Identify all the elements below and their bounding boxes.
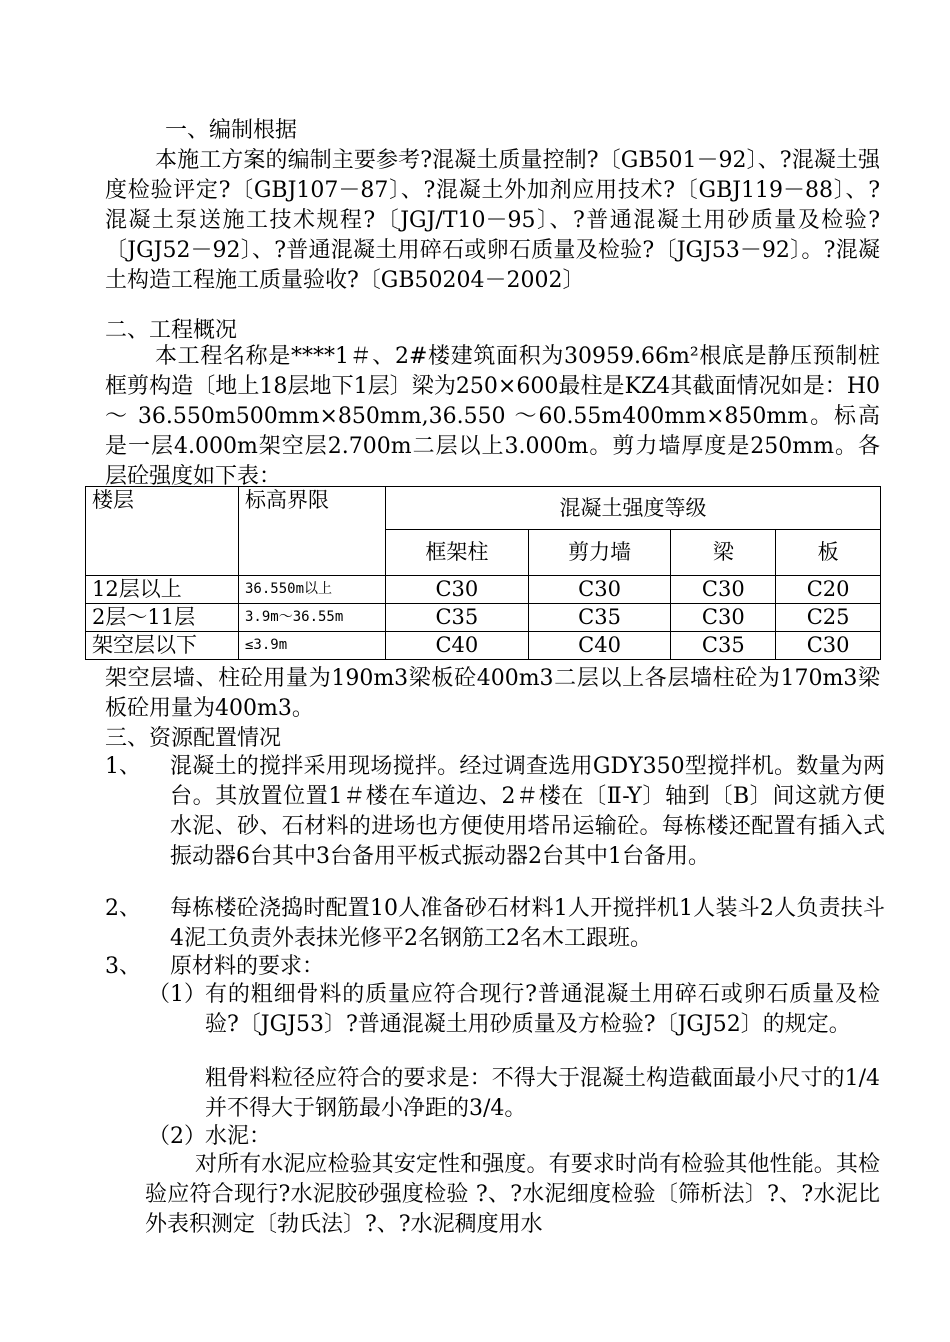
table-header-row (86, 487, 881, 530)
cell-frame-column: C30 (386, 576, 529, 604)
section-1-title: 一、编制根据 (165, 118, 298, 143)
cell-elevation: 36.550m以上 (239, 576, 386, 604)
cell-floor: 架空层以下 (86, 632, 239, 660)
cell-elevation: 3.9m～36.55m (239, 604, 386, 632)
cell-shear-wall: C30 (528, 576, 671, 604)
cell-elevation: ≤3.9m (239, 632, 386, 660)
section-3-title: 三、资源配置情况 (105, 726, 282, 751)
cell-slab: C20 (776, 576, 881, 604)
header-beam: 梁 (671, 530, 776, 576)
sub-item-text-continued: 粗骨料粒径应符合的要求是：不得大于混凝土构造截面最小尺寸的1/4并不得大于钢筋最小净距的3/4。 (205, 1066, 880, 1121)
cell-beam: C30 (671, 604, 776, 632)
header-slab: 板 (776, 530, 881, 576)
header-elevation: 标高界限 (239, 487, 386, 576)
cell-slab: C25 (776, 604, 881, 632)
sub-item-number: （2） (148, 1124, 206, 1149)
concrete-grade-table (85, 486, 881, 660)
section-2-title: 二、工程概况 (105, 318, 238, 343)
cell-shear-wall: C35 (528, 604, 671, 632)
cement-paragraph: 对所有水泥应检验其安定性和强度。有要求时尚有检验其他性能。其检验应符合现行?水泥胶砂强度检验 ?、?水泥细度检验〔筛析法〕?、?水泥比外表积测定〔勃氏法〕?、?水泥稠度用水 (145, 1152, 880, 1237)
section-2-body: 本工程名称是****1＃、2#楼建筑面积为30959.66m²根底是静压预制桩框剪构造〔地上18层地下1层〕梁为250×600最柱是KZ4其截面情况如是：H0 ～ 36.550m500mm×850mm,36.550 ～60.55m400mm×850mm。标高是一层4.000m架空层2.700m二层以上3.000m。剪力墙厚度是250mm。各层砼强度如下表： (105, 344, 880, 489)
cell-frame-column: C40 (386, 632, 529, 660)
cell-slab: C30 (776, 632, 881, 660)
sub-item-number: （1） (148, 982, 206, 1007)
item-number: 2、 (105, 896, 141, 921)
item-number: 1、 (105, 754, 141, 779)
table-row (86, 604, 881, 632)
header-floor: 楼层 (86, 487, 239, 576)
item-text: 原材料的要求： (170, 954, 325, 979)
header-frame-column: 框架柱 (386, 530, 529, 576)
cell-beam: C35 (671, 632, 776, 660)
header-grade: 混凝土强度等级 (386, 487, 881, 530)
cell-floor: 12层以上 (86, 576, 239, 604)
cell-floor: 2层～11层 (86, 604, 239, 632)
cell-shear-wall: C40 (528, 632, 671, 660)
header-shear-wall: 剪力墙 (528, 530, 671, 576)
item-number: 3、 (105, 954, 141, 979)
item-text: 混凝土的搅拌采用现场搅拌。经过调查选用GDY350型搅拌机。数量为两台。其放置位置1＃楼在车道边、2＃楼在〔Ⅱ-Y〕轴到〔B〕间这就方便水泥、砂、石材料的进场也方便使用塔吊运输砼。每栋楼还配置有插入式振动器6台其中3台备用平板式振动器2台其中1台备用。 (170, 754, 885, 869)
sub-item-title: 水泥： (205, 1124, 272, 1149)
cell-beam: C30 (671, 576, 776, 604)
sub-item-text: 有的粗细骨料的质量应符合现行?普通混凝土用碎石或卵石质量及检验?〔JGJ53〕?普通混凝土用砂质量及方检验?〔JGJ52〕的规定。 (205, 982, 880, 1037)
table-row (86, 632, 881, 660)
section-2-after-table: 架空层墙、柱砼用量为190m3梁板砼400m3二层以上各层墙柱砼为170m3梁板砼用量为400m3。 (105, 666, 880, 721)
table-row (86, 576, 881, 604)
section-1-body: 本施工方案的编制主要参考?混凝土质量控制?〔GB501－92〕、?混凝土强度检验评定?〔GBJ107－87〕、?混凝土外加剂应用技术?〔GBJ119－88〕、?混凝土泵送施工技术规程?〔JGJ/T10－95〕、?普通混凝土用砂质量及检验?〔JGJ52－92〕、?普通混凝土用碎石或卵石质量及检验?〔JGJ53－92〕。?混凝土构造工程施工质量验收?〔GB50204－2002〕 (105, 148, 880, 293)
item-text: 每栋楼砼浇捣时配置10人准备砂石材料1人开搅拌机1人装斗2人负责扶斗4泥工负责外表抹光修平2名钢筋工2名木工跟班。 (170, 896, 885, 951)
cell-frame-column: C35 (386, 604, 529, 632)
